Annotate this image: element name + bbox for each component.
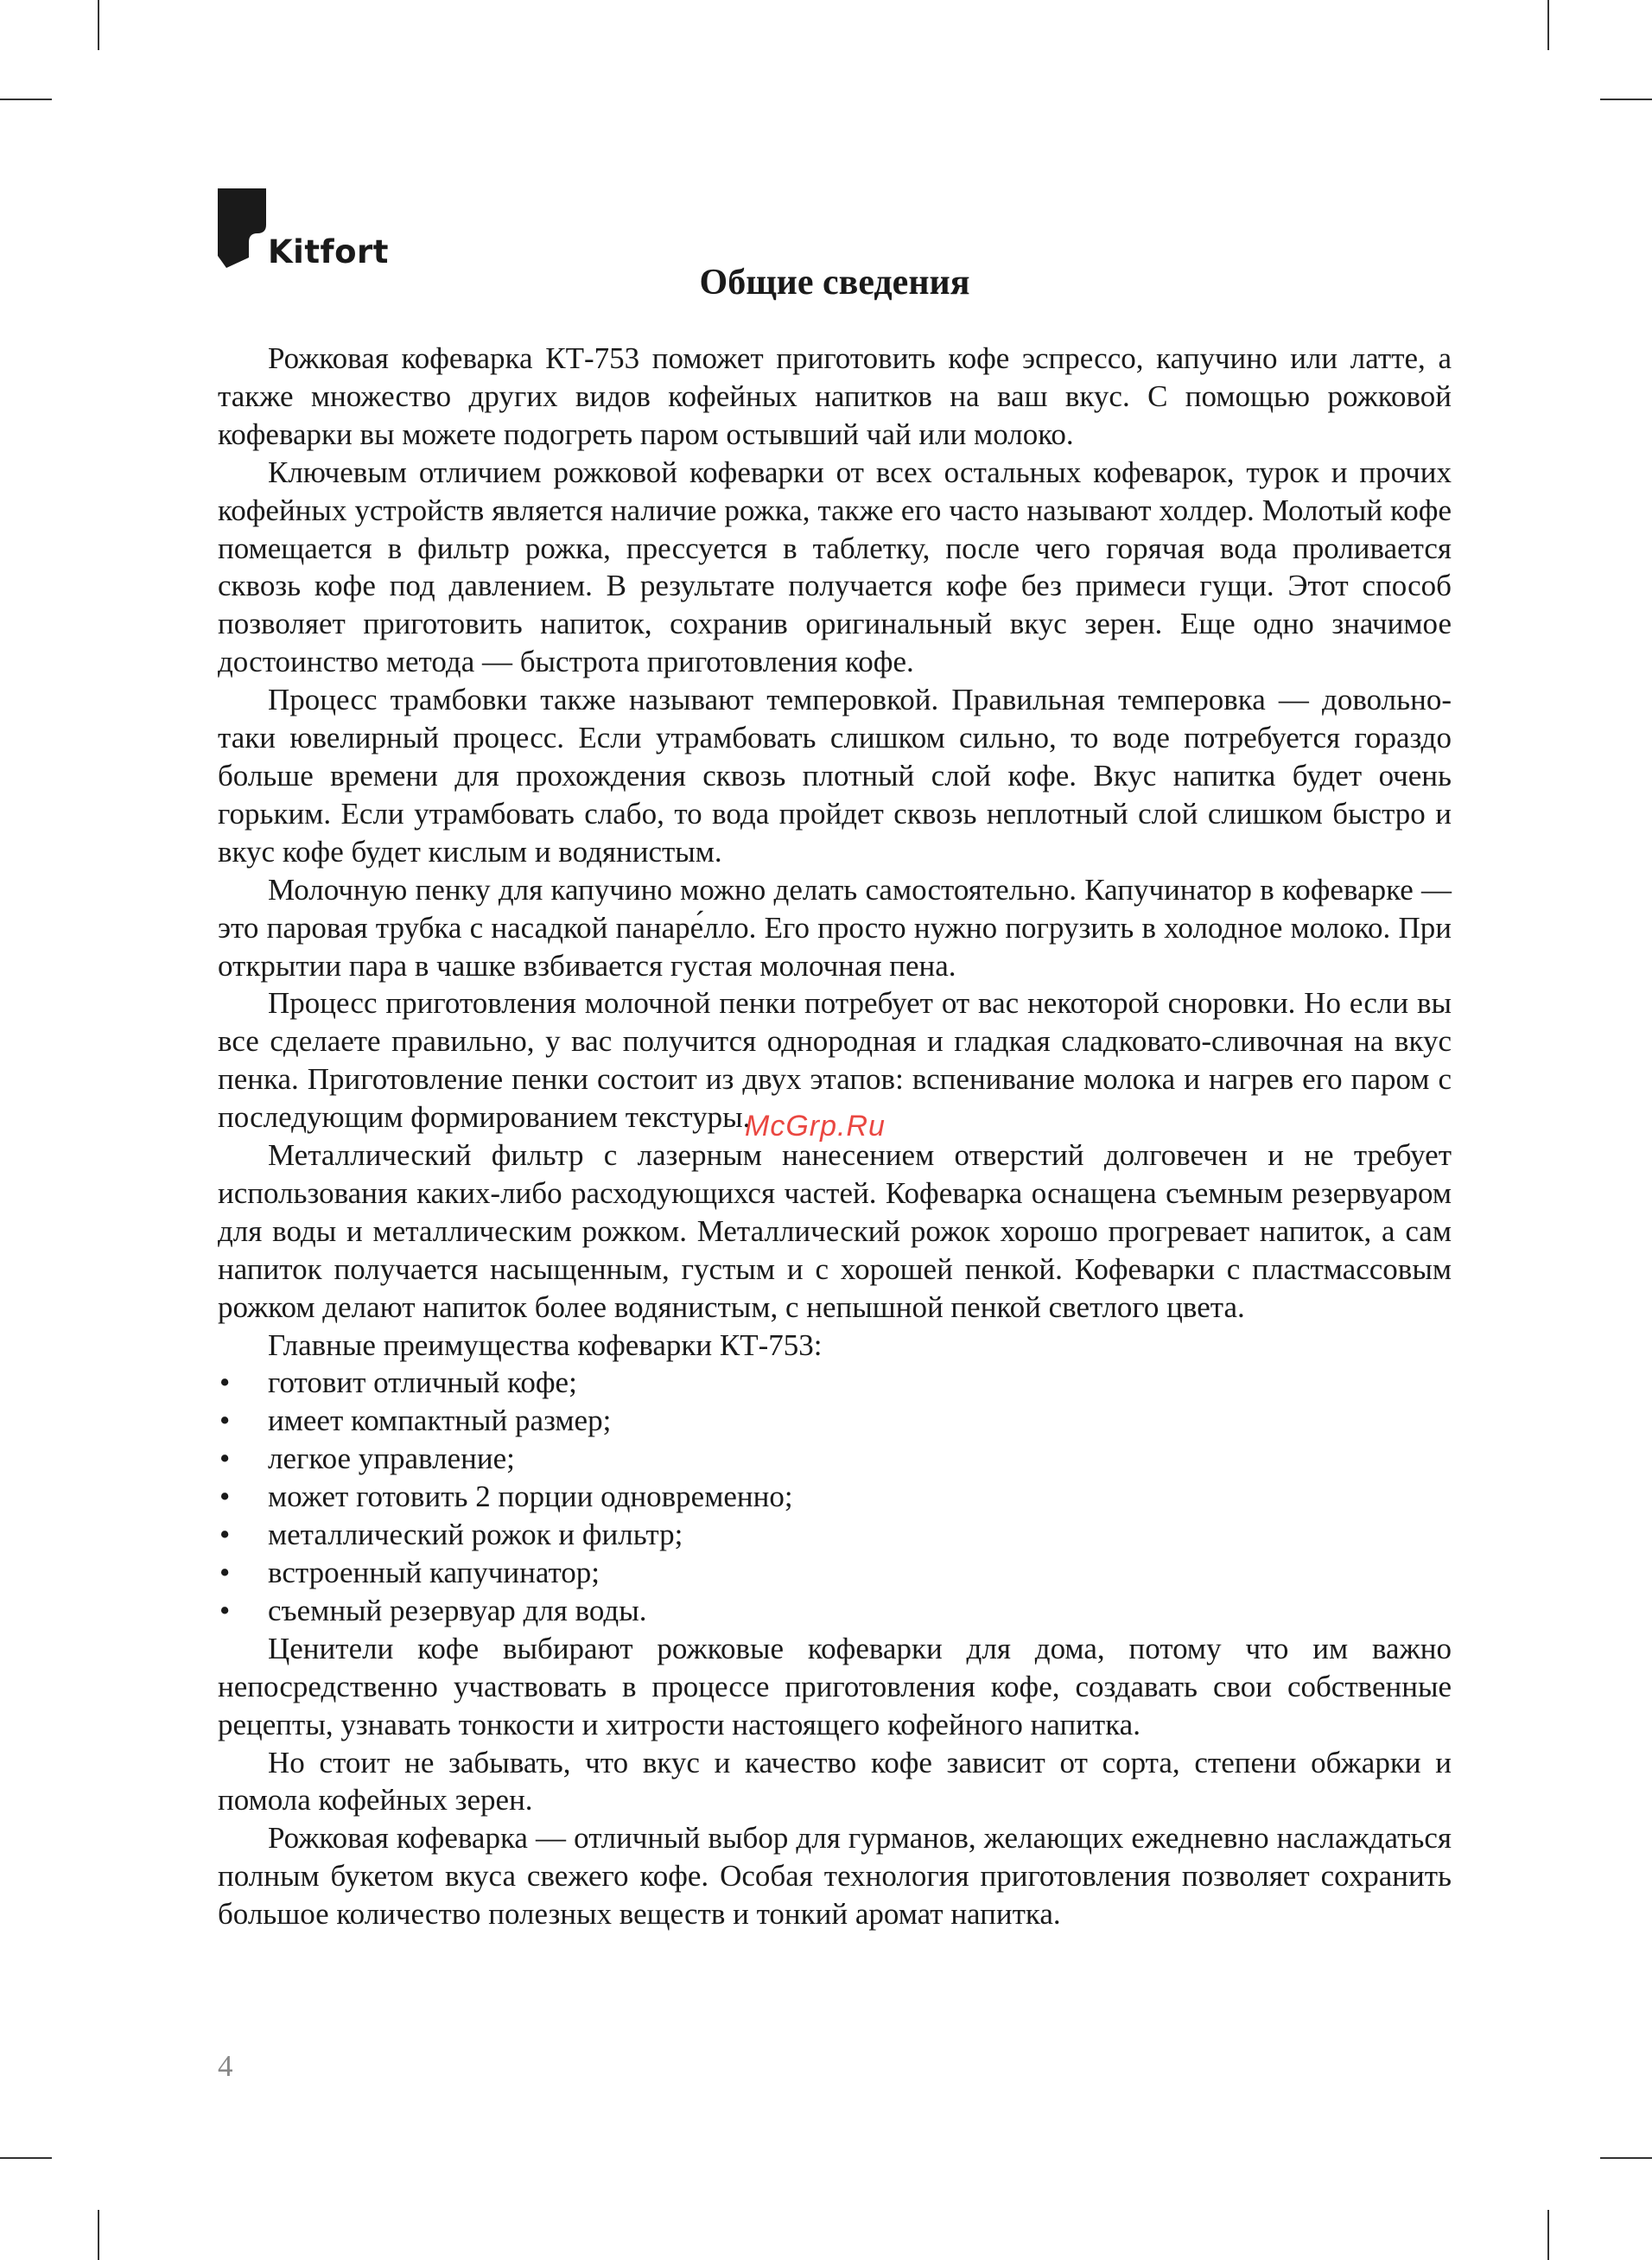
bullet-icon: • bbox=[219, 1442, 231, 1476]
crop-mark-top-right bbox=[1600, 99, 1652, 100]
page-number: 4 bbox=[218, 2049, 233, 2083]
list-item: • может готовить 2 порции одновременно; bbox=[218, 1478, 1452, 1516]
crop-mark-bottom-right bbox=[1600, 2157, 1652, 2159]
crop-mark-top-left bbox=[98, 0, 99, 50]
paragraph: Ценители кофе выбирают рожковые кофеварки для дома, потому что им важно непосредственно участвовать в процессе приготовления кофе, создавать свои собственные рецепты, узнавать тонкости и хитрости настоящего кофейного напитка. bbox=[218, 1631, 1452, 1741]
bullet-icon: • bbox=[219, 1366, 231, 1400]
paragraphs-bottom bbox=[218, 1630, 1452, 1933]
bullet-icon: • bbox=[219, 1518, 231, 1552]
page-title: Общие сведения bbox=[699, 263, 970, 302]
bullet-icon: • bbox=[219, 1480, 231, 1514]
paragraphs-top bbox=[218, 340, 1452, 1364]
list-item: • имеет компактный размер; bbox=[218, 1402, 1452, 1440]
list-item: • съемный резервуар для воды. bbox=[218, 1592, 1452, 1630]
paragraph: Рожковая кофеварка КТ-753 поможет приготовить кофе эспрессо, капучино или латте, а также множество других видов кофейных напитков на ваш вкус. С помощью рожковой кофеварки вы можете подогреть паром остывший чай или молоко. bbox=[218, 341, 1452, 451]
paragraph: Металлический фильтр с лазерным нанесением отверстий долговечен и не требует использования каких-либо расходующихся частей. Кофеварка оснащена съемным резервуаром для воды и металлическим рожком. Металлический рожок хорошо прогревает напиток, а сам напиток получается насыщенным, густым и с хорошей пенкой. Кофеварки с пластмассовым рожком делают напиток более водянистым, с непышной пенкой светлого цвета. bbox=[218, 1138, 1452, 1324]
paragraph: Процесс приготовления молочной пенки потребует от вас некоторой сноровки. Но если вы все сделаете правильно, у вас получится однородная и гладкая сладковато-сливочная на вкус пенка. Приготовление пенки состоит из двух этапов: вспенивание молока и нагрев его паром с последующим формированием текстуры. bbox=[218, 986, 1452, 1135]
watermark: McGrp.Ru bbox=[745, 1110, 886, 1143]
advantages-heading: Главные преимущества кофеварки КТ-753: bbox=[268, 1327, 823, 1362]
bullet-icon: • bbox=[219, 1556, 231, 1589]
paragraph: Ключевым отличием рожковой кофеварки от всех остальных кофеварок, турок и прочих кофейных устройств является наличие рожка, также его часто называют холдер. Молотый кофе помещается в фильтр рожка, прессуется в таблетку, после чего горячая вода проливается сквозь кофе под давлением. В результате получается кофе без примеси гущи. Этот способ позволяет приготовить напиток, сохранив оригинальный вкус зерен. Еще одно значимое достоинство метода — быстрота приготовления кофе. bbox=[218, 455, 1452, 679]
brand-name: Kitfort bbox=[268, 233, 389, 271]
crop-mark-bottom-left bbox=[98, 2210, 99, 2260]
bullet-icon: • bbox=[219, 1593, 231, 1627]
crop-mark-bottom-left bbox=[0, 2157, 52, 2159]
paragraph: Рожковая кофеварка — отличный выбор для гурманов, желающих ежедневно наслаждаться полным букетом вкуса свежего кофе. Особая технология приготовления позволяет сохранить большое количество полезных веществ и тонкий аромат напитка. bbox=[218, 1821, 1452, 1932]
paragraph: Процесс трамбовки также называют темперовкой. Правильная темперовка — довольно-таки ювелирный процесс. Если утрамбовать слишком сильно, то воде потребуется гораздо больше времени для прохождения сквозь плотный слой кофе. Вкус напитка будет очень горьким. Если утрамбовать слабо, то вода пройдет сквозь неплотный слой слишком быстро и вкус кофе будет кислым и водянистым. bbox=[218, 683, 1452, 869]
paragraph: Но стоит не забывать, что вкус и качество кофе зависит от сорта, степени обжарки и помола кофейных зерен. bbox=[218, 1745, 1452, 1818]
bullet-icon: • bbox=[219, 1404, 231, 1438]
paragraph: Молочную пенку для капучино можно делать самостоятельно. Капучинатор в кофеварке — это паровая трубка с насадкой панаре́лло. Его просто нужно погрузить в холодное молоко. При открытии пара в чашке взбивается густая молочная пена. bbox=[218, 872, 1452, 983]
list-item: • металлический рожок и фильтр; bbox=[218, 1516, 1452, 1554]
crop-mark-top-left bbox=[0, 99, 52, 100]
list-item: • легкое управление; bbox=[218, 1440, 1452, 1478]
crop-mark-bottom-right bbox=[1547, 2210, 1549, 2260]
list-item: • встроенный капучинатор; bbox=[218, 1554, 1452, 1592]
advantages-list bbox=[218, 1364, 1452, 1629]
list-item: • готовит отличный кофе; bbox=[218, 1364, 1452, 1402]
crop-mark-top-right bbox=[1547, 0, 1549, 50]
